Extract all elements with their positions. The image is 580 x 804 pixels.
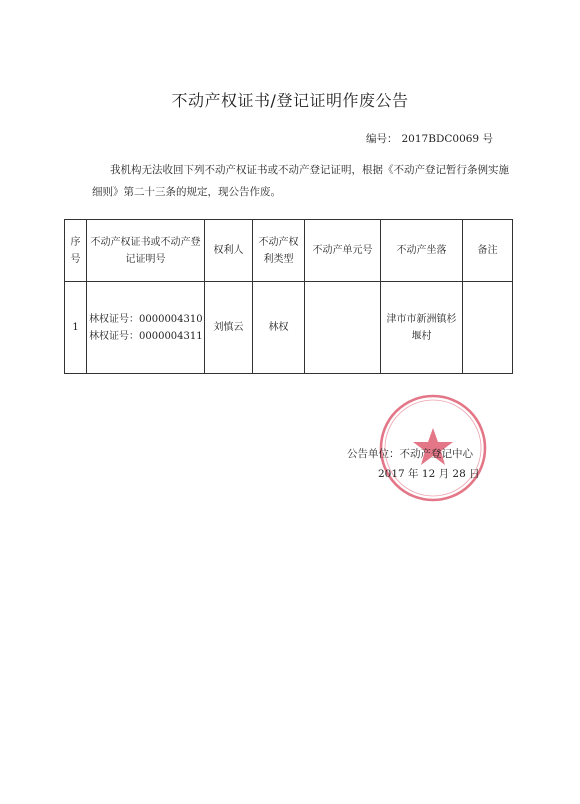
- announcement-paragraph: [92, 159, 510, 203]
- cert-number-2: 林权证号：0000004311: [89, 330, 203, 342]
- cell-unit: [305, 282, 381, 374]
- cell-cert: [87, 282, 205, 374]
- cell-remarks: [463, 282, 513, 374]
- header-remarks: 备注: [463, 220, 513, 282]
- issue-date: 2017 年 12 月 28 日: [378, 468, 480, 480]
- header-unit: 不动产单元号: [305, 220, 381, 282]
- cell-seq: 1: [65, 282, 87, 374]
- document-number-label: 编号：: [366, 133, 398, 145]
- cell-holder: 刘慎云: [205, 282, 253, 374]
- header-cert: 不动产权证书或不动产登记证明号: [87, 220, 205, 282]
- document-number: [366, 131, 493, 146]
- table-header-row: [65, 220, 513, 282]
- paragraph-line-1: 我机构无法收回下列不动产权证书或不动产登记证明，根据《不动产登记暂行条例实施: [110, 164, 509, 176]
- certificate-table: [64, 219, 513, 374]
- paragraph-line-2: 细则》第二十三条的规定，现公告作废。: [92, 186, 281, 198]
- header-seq: 序号: [65, 220, 87, 282]
- page-title: 不动产权证书/登记证明作废公告: [171, 91, 409, 110]
- document-number-value: 2017BDC0069 号: [401, 133, 493, 145]
- header-type: 不动产权利类型: [253, 220, 305, 282]
- header-holder: 权利人: [205, 220, 253, 282]
- cell-location: 津市市新洲镇杉堰村: [381, 282, 463, 374]
- table-row: [65, 282, 513, 374]
- cell-type: 林权: [253, 282, 305, 374]
- cert-number-1: 林权证号：0000004310: [89, 313, 203, 325]
- issuer-line: 公告单位：不动产登记中心: [347, 448, 473, 460]
- header-location: 不动产坐落: [381, 220, 463, 282]
